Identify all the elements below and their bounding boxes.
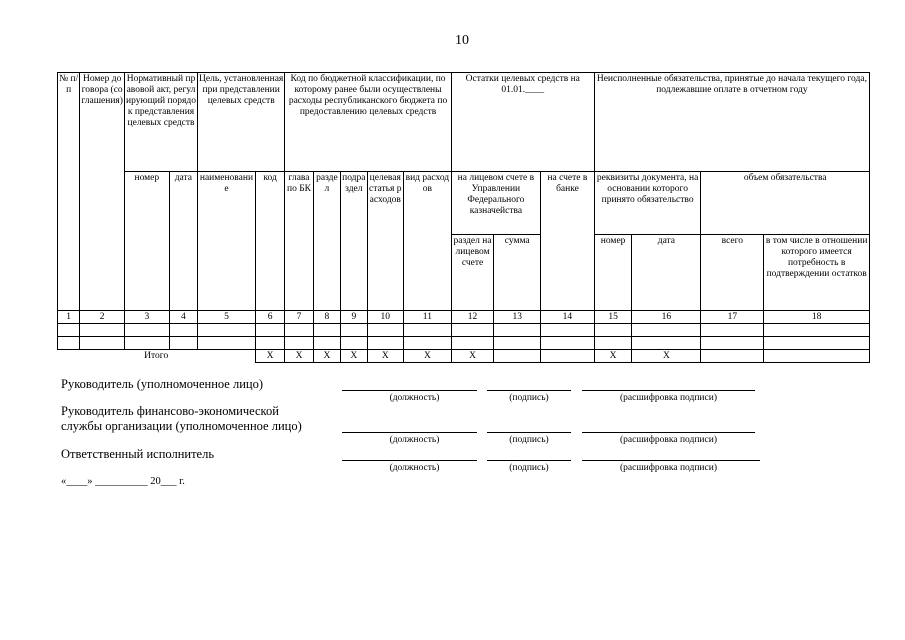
header-podrazdel: подраздел	[341, 172, 367, 311]
report-table	[57, 72, 870, 363]
column-number: 8	[313, 311, 340, 324]
total-mark: X	[313, 350, 340, 363]
position-line	[342, 460, 477, 461]
column-number: 14	[541, 311, 595, 324]
position-line	[342, 432, 477, 433]
total-cell	[494, 350, 541, 363]
header-budget-code: Код по бюджетной классификации, по которому ранее были осуществлены расходы республиканского бюджета по предоставлению целевых средств	[285, 73, 451, 172]
column-number: 5	[198, 311, 256, 324]
head-label: Руководитель (уполномоченное лицо)	[61, 377, 264, 391]
total-label: Итого	[58, 350, 256, 363]
total-mark: X	[367, 350, 404, 363]
header-balance-bank: на счете в банке	[541, 172, 595, 311]
header-num: № п/п	[58, 73, 80, 311]
signature-caption: (подпись)	[509, 393, 549, 403]
column-number: 17	[701, 311, 764, 324]
decoding-line	[582, 460, 760, 461]
position-line	[342, 390, 477, 391]
signature-line	[487, 390, 571, 391]
column-number: 18	[764, 311, 870, 324]
decoding-line	[582, 432, 755, 433]
signature-caption: (подпись)	[509, 463, 549, 473]
header-target-item: целевая статья расходов	[367, 172, 404, 311]
page-number: 10	[455, 33, 469, 48]
column-number: 2	[80, 311, 125, 324]
header-purpose-name: наименование	[198, 172, 256, 311]
column-number: 3	[124, 311, 169, 324]
total-cell	[541, 350, 595, 363]
column-number: 9	[341, 311, 367, 324]
column-number: 10	[367, 311, 404, 324]
header-purpose: Цель, установленная при представлении целевых средств	[198, 73, 285, 172]
table-row	[58, 337, 870, 350]
header-contract: Номер договора (соглашения)	[80, 73, 125, 311]
header-obl-total: всего	[701, 235, 764, 311]
header-expense-type: вид расходов	[404, 172, 452, 311]
header-obligations: Неисполненные обязательства, принятые до начала текущего года, подлежавшие оплате в отчетном году	[594, 73, 869, 172]
finance-label-line2: службы организации (уполномоченное лицо)	[61, 419, 302, 433]
header-obl-date: дата	[632, 235, 701, 311]
header-legal-act-date: дата	[169, 172, 197, 311]
total-mark: X	[451, 350, 494, 363]
column-number: 16	[632, 311, 701, 324]
total-mark: X	[404, 350, 452, 363]
total-cell	[701, 350, 764, 363]
header-balance-section: раздел на лицевом счете	[451, 235, 494, 311]
decoding-line	[582, 390, 755, 391]
total-cell	[764, 350, 870, 363]
header-balance: Остатки целевых средств на 01.01.____	[451, 73, 594, 172]
column-number: 15	[594, 311, 632, 324]
header-obl-details: реквизиты документа, на основании которого принято обязательство	[594, 172, 701, 235]
header-legal-act: Нормативный правовой акт, регулирующий порядок представления целевых средств	[124, 73, 197, 172]
column-number-row	[58, 311, 870, 324]
finance-label-line1: Руководитель финансово-экономической	[61, 404, 279, 418]
column-number: 12	[451, 311, 494, 324]
header-glava: глава по БК	[285, 172, 313, 311]
total-mark: X	[632, 350, 701, 363]
executor-label: Ответственный исполнитель	[61, 447, 215, 461]
position-caption: (должность)	[389, 435, 440, 445]
column-number: 4	[169, 311, 197, 324]
column-number: 6	[255, 311, 284, 324]
header-legal-act-number: номер	[124, 172, 169, 311]
header-obl-number: номер	[594, 235, 632, 311]
column-number: 7	[285, 311, 313, 324]
signature-line	[487, 460, 571, 461]
position-caption: (должность)	[389, 393, 440, 403]
date-line: «____» __________ 20___ г.	[61, 476, 185, 487]
decoding-caption: (расшифровка подписи)	[620, 463, 717, 473]
header-purpose-code: код	[255, 172, 284, 311]
signature-line	[487, 432, 571, 433]
total-mark: X	[285, 350, 313, 363]
header-obl-volume: объем обязательства	[701, 172, 870, 235]
total-mark: X	[255, 350, 284, 363]
total-mark: X	[341, 350, 367, 363]
column-number: 11	[404, 311, 452, 324]
decoding-caption: (расшифровка подписи)	[620, 435, 717, 445]
decoding-caption: (расшифровка подписи)	[620, 393, 717, 403]
column-number: 13	[494, 311, 541, 324]
table-row	[58, 324, 870, 337]
header-balance-treasury: на лицевом счете в Управлении Федерального казначейства	[451, 172, 540, 235]
column-number: 1	[58, 311, 80, 324]
header-razdel: раздел	[313, 172, 340, 311]
total-row	[58, 350, 870, 363]
total-mark: X	[594, 350, 632, 363]
position-caption: (должность)	[389, 463, 440, 473]
header-obl-including: в том числе в отношении которого имеется потребность в подтверждении остатков	[764, 235, 870, 311]
header-balance-sum: сумма	[494, 235, 541, 311]
signature-caption: (подпись)	[509, 435, 549, 445]
